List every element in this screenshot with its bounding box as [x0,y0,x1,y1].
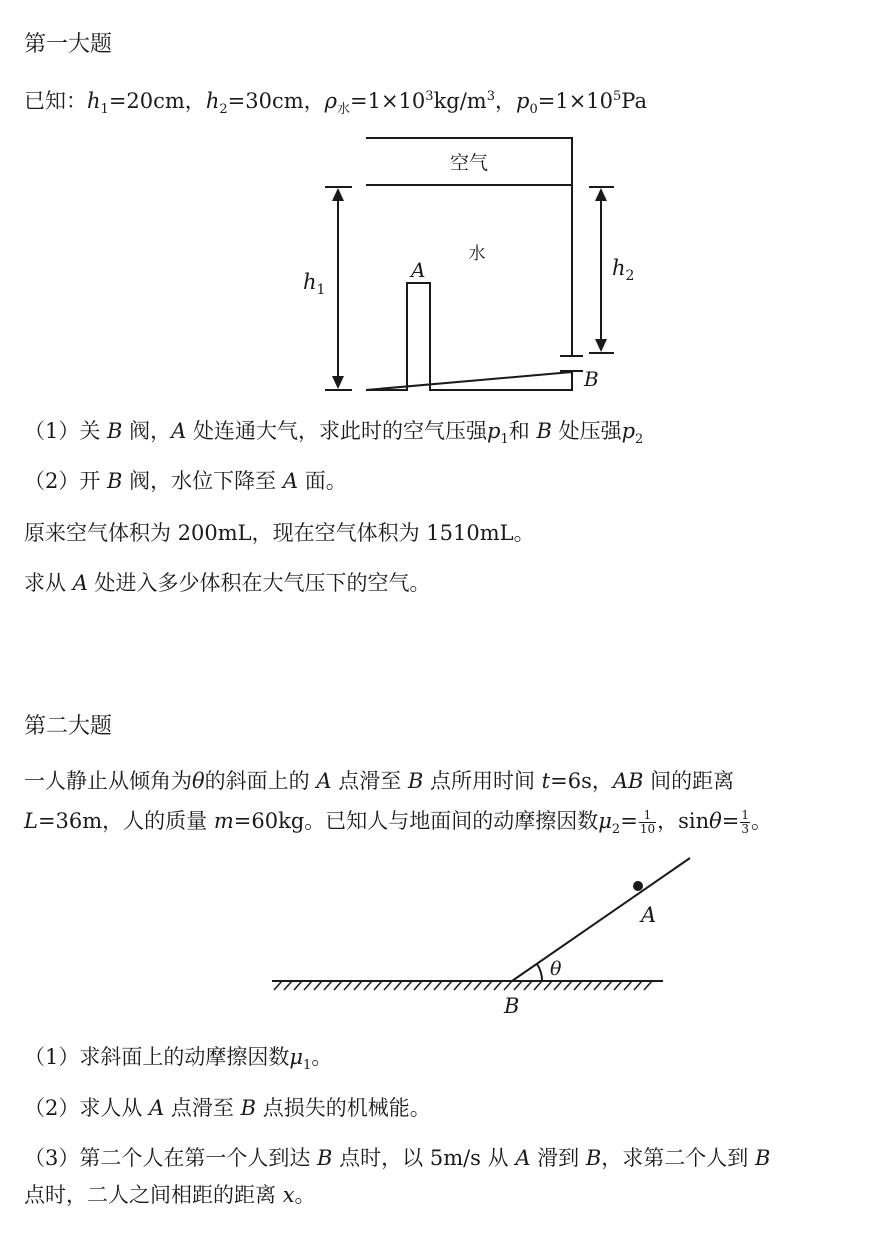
q2-stem2-text-b: =60kg。已知人与地面间的动摩擦因数 [233,809,599,833]
q2-part2-text-c: 点损失的机械能。 [256,1096,431,1120]
water-label: 水 [468,244,486,264]
sin-fraction [740,809,750,836]
q1-part2-text-b: 阀，水位下降至 [122,469,283,493]
q1-part1-b-var-2: B [536,419,552,443]
h2-arrow-up [595,188,607,201]
ground-hatch-mark [574,981,582,990]
q2-part3-a-var: A [515,1146,531,1170]
tank-outline [366,138,572,390]
q2-stem-line1 [24,766,734,796]
t-symbol: t [541,769,551,793]
q1-part2 [24,466,347,496]
ground-hatch-mark [564,981,572,990]
q2-part2 [24,1093,431,1123]
ground-hatch-mark [444,981,452,990]
ground-hatch-mark [594,981,602,990]
ground-hatch-mark [554,981,562,990]
ground-hatch-mark [304,981,312,990]
p0-unit: Pa [621,89,648,113]
ground-hatch-mark [434,981,442,990]
q1-tank-diagram [0,0,894,400]
ground-hatch-mark [504,981,512,990]
rho-exponent: 3 [425,89,434,104]
q2-stem2-text-c: = [620,809,638,833]
rho-unit-exponent: 3 [486,89,495,104]
q2-part3-text-d: ，求第二个人到 [601,1146,755,1170]
theta-symbol: θ [192,769,205,793]
h1-value: =20cm， [108,89,206,113]
h1-arrow-down [332,376,344,389]
rho-separator: ， [495,89,516,113]
q1-ask-text-b: 处进入多少体积在大气压下的空气。 [87,571,431,595]
ground-hatch-mark [534,981,542,990]
q1-part1-a-var: A [171,419,187,443]
ground-hatch-mark [414,981,422,990]
q2-stem1-b-var: B [407,769,424,793]
point-a-label: A [411,258,426,282]
x-symbol: x [282,1183,295,1207]
q1-part1-text-e: 处压强 [551,419,622,443]
ground-hatch-mark [604,981,612,990]
q1-part1-text-b: 阀， [122,419,172,443]
p2-symbol: p [621,419,636,443]
ground-hatch-mark [324,981,332,990]
ground-hatch-mark [294,981,302,990]
q2-stem1-text-c: 点滑至 [331,769,408,793]
q2-part3-cont-text-a: 点时，二人之间相距的距离 [24,1183,283,1207]
q2-part1-text-b: 。 [311,1045,333,1069]
p0-value: =1×10 [537,89,614,113]
sin-denominator: 3 [741,822,750,836]
q2-stem1-text-b: 的斜面上的 [204,769,317,793]
q1-volume-line: 原来空气体积为 200mL，现在空气体积为 1510mL。 [24,521,535,545]
q1-part1-text-a: （1）关 [24,419,108,443]
q2-incline-diagram [0,850,894,1030]
air-label: 空气 [449,152,489,174]
q2-heading: 第二大题 [24,714,113,739]
ground-hatch-mark [464,981,472,990]
h2-symbol: h [205,89,220,113]
ground-hatch-mark [614,981,622,990]
q2-part1 [24,1042,332,1081]
ground-hatch-mark [544,981,552,990]
ground-hatch-mark [394,981,402,990]
q2-part2-b-var: B [240,1096,257,1120]
q2-part3-b-var: B [317,1146,333,1170]
ground-hatch-mark [404,981,412,990]
ground-hatch-mark [624,981,632,990]
rho-unit: kg/m [433,89,487,113]
ground-hatch-mark [284,981,292,990]
sin-numerator: 1 [741,808,750,822]
mu2-numerator: 1 [639,809,656,823]
q2-part3-cont-text-b: 。 [294,1183,316,1207]
rho-symbol: ρ [324,89,337,113]
q2-part2-a-var: A [149,1096,165,1120]
q2-stem1-text-d: 点所用时间 [423,769,542,793]
q1-part2-a-var: A [282,469,299,493]
ab-symbol: AB [612,769,644,793]
q2-part2-text-a: （2）求人从 [24,1096,150,1120]
rho-value: =1×10 [350,89,426,113]
l-symbol: L [24,809,38,833]
h1-subscript: 1 [100,102,109,118]
ground-hatch-mark [474,981,482,990]
q2-stem1-text-f: 间的距离 [643,769,735,793]
ground-hatch-mark [634,981,642,990]
p0-exponent: 5 [613,89,622,104]
q2-stem2-text-a: =36m，人的质量 [37,809,214,833]
mu2-symbol: μ [598,809,612,833]
ground-hatch-mark [524,981,532,990]
p0-symbol: p [516,89,530,113]
q2-part3-text-a: （3）第二个人在第一个人到达 [24,1146,318,1170]
q1-part2-b-var: B [107,469,123,493]
q2-part3-text-b: 点时，以 5m/s 从 [332,1146,516,1170]
ground-hatch-mark [354,981,362,990]
ground-hatch-mark [334,981,342,990]
h1-arrow-up [332,188,344,201]
q2-part3-continued [24,1180,316,1210]
mu2-fraction [639,809,656,836]
q2-part2-text-b: 点滑至 [164,1096,241,1120]
q1-part1-b-var: B [107,419,123,443]
incline-line [512,858,690,981]
ground-hatch-mark [424,981,432,990]
q1-part2-text-c: 面。 [298,469,347,493]
rho-subscript: 水 [336,102,350,118]
q1-heading: 第一大题 [24,32,113,57]
q2-stem2-text-e: = [721,809,740,833]
h2-subscript: 2 [219,102,228,118]
q2-stem1-text-e: =6s， [550,769,613,793]
ground-hatch-mark [344,981,352,990]
ground-hatch-mark [274,981,282,990]
q1-ask-a-var: A [72,571,88,595]
mu1-symbol: μ [289,1045,304,1069]
sin-theta-symbol: θ [709,809,722,833]
q2-part3-b-var-2: B [585,1146,602,1170]
p1-symbol: p [487,419,501,443]
q2-part1-text-a: （1）求斜面上的动摩擦因数 [24,1045,290,1069]
q2-part3-b-var-3: B [754,1146,771,1170]
angle-arc [537,964,542,981]
ground-hatching [274,981,652,990]
q2-stem1-text-a: 一人静止从倾角为 [24,769,192,793]
given-prefix: 已知： [24,89,87,113]
h2-value: =30cm， [227,89,325,113]
q1-part1-text-c: 处连通大气，求此时的空气压强 [186,419,488,443]
ground-hatch-mark [384,981,392,990]
q2-part3-text-c: 滑到 [530,1146,586,1170]
ground-hatch-mark [374,981,382,990]
h2-label: $h_2$ [612,256,635,284]
p0-subscript: 0 [529,102,538,118]
ground-hatch-mark [364,981,372,990]
h1-label: $h_1$ [303,270,326,298]
ground-hatch-mark [314,981,322,990]
q1-ask-line [24,568,431,598]
m-symbol: m [213,809,234,833]
point-a-dot [633,881,643,891]
q2-stem2-text-f: 。 [751,809,773,833]
ground-hatch-mark [514,981,522,990]
q2-part3 [24,1143,770,1173]
q2-stem-line2 [24,806,772,845]
p1-subscript: 1 [500,432,509,448]
p2-subscript: 2 [635,432,644,448]
h2-arrow-down [595,339,607,352]
ground-hatch-mark [454,981,462,990]
ground-hatch-mark [584,981,592,990]
ground-hatch-mark [494,981,502,990]
h1-symbol: h [87,89,101,113]
ground-hatch-mark [484,981,492,990]
q1-part1 [24,416,643,455]
incline-point-a-label: A [641,903,657,927]
incline-theta-label: θ [550,958,562,980]
q2-stem1-a-var: A [316,769,332,793]
ground-hatch-mark [644,981,652,990]
point-b-label: B [584,367,599,391]
mu1-subscript: 1 [303,1058,312,1074]
q1-part2-text-a: （2）开 [24,469,108,493]
q2-stem2-text-d: ，sin [657,809,710,833]
q1-part1-text-d: 和 [508,419,537,443]
q1-ask-text-a: 求从 [24,571,73,595]
mu2-denominator: 10 [639,822,656,836]
mu2-subscript: 2 [611,822,621,838]
incline-point-b-label: B [504,994,520,1018]
